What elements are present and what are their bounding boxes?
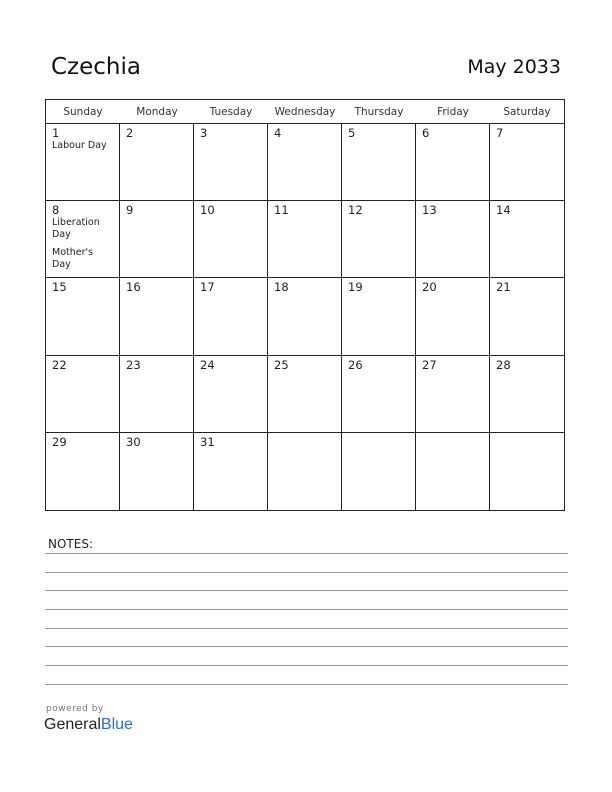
day-cell bbox=[342, 433, 416, 510]
day-number: 9 bbox=[126, 203, 134, 218]
holiday-label: Liberation Day bbox=[52, 217, 100, 241]
brand-blue: Blue bbox=[100, 716, 133, 733]
day-number: 31 bbox=[200, 434, 215, 449]
day-number: 28 bbox=[496, 357, 511, 372]
day-number: 23 bbox=[126, 357, 141, 372]
day-number: 6 bbox=[422, 126, 430, 140]
weekday-header: Wednesday bbox=[268, 100, 342, 124]
note-line bbox=[45, 609, 568, 610]
day-number: 29 bbox=[52, 434, 67, 449]
note-line bbox=[45, 646, 568, 647]
weekday-header: Monday bbox=[120, 100, 194, 124]
day-cell bbox=[416, 278, 490, 355]
day-number: 27 bbox=[422, 357, 437, 372]
day-number: 17 bbox=[200, 280, 215, 295]
day-cell bbox=[120, 124, 194, 201]
day-cell bbox=[46, 278, 120, 355]
day-number: 10 bbox=[200, 203, 215, 218]
weekday-header: Tuesday bbox=[194, 100, 268, 124]
note-line bbox=[45, 572, 568, 573]
note-line bbox=[45, 553, 568, 554]
note-line bbox=[45, 628, 568, 629]
country-title: Czechia bbox=[51, 54, 141, 80]
generalblue-logo bbox=[44, 716, 133, 734]
day-cell bbox=[342, 278, 416, 355]
month-year-title: May 2033 bbox=[467, 56, 561, 78]
day-cell bbox=[194, 356, 268, 433]
day-cell bbox=[194, 278, 268, 355]
day-number: 3 bbox=[200, 126, 208, 140]
day-cell bbox=[268, 433, 342, 510]
note-line bbox=[45, 684, 568, 685]
weekday-header: Friday bbox=[416, 100, 490, 124]
day-number: 18 bbox=[274, 280, 289, 295]
day-number: 16 bbox=[126, 280, 141, 295]
day-cell bbox=[490, 124, 564, 201]
weekday-header: Sunday bbox=[46, 100, 120, 124]
day-cell bbox=[490, 433, 564, 510]
notes-label: NOTES: bbox=[48, 537, 93, 551]
holiday-label: Labour Day bbox=[52, 140, 107, 151]
day-number: 25 bbox=[274, 357, 289, 372]
day-cell bbox=[416, 356, 490, 433]
day-cell bbox=[194, 433, 268, 510]
day-cell bbox=[120, 278, 194, 355]
day-cell bbox=[46, 124, 120, 201]
note-line bbox=[45, 665, 568, 666]
day-number: 22 bbox=[52, 357, 67, 372]
day-cell bbox=[416, 201, 490, 278]
day-cell bbox=[46, 201, 120, 278]
day-cell bbox=[490, 278, 564, 355]
day-number: 2 bbox=[126, 126, 134, 140]
day-cell bbox=[490, 356, 564, 433]
day-cell bbox=[46, 356, 120, 433]
day-cell bbox=[416, 124, 490, 201]
day-cell bbox=[194, 201, 268, 278]
day-number: 21 bbox=[496, 280, 511, 295]
day-number: 20 bbox=[422, 280, 437, 295]
day-number: 13 bbox=[422, 203, 437, 218]
day-cell bbox=[120, 201, 194, 278]
holiday-label: Mother's Day bbox=[52, 247, 94, 271]
day-cell bbox=[490, 201, 564, 278]
day-cell bbox=[120, 433, 194, 510]
day-number: 30 bbox=[126, 434, 141, 449]
day-number: 26 bbox=[348, 357, 363, 372]
day-cell bbox=[268, 201, 342, 278]
day-cell bbox=[268, 124, 342, 201]
day-cell bbox=[268, 278, 342, 355]
day-number: 8 bbox=[52, 203, 60, 218]
day-cell bbox=[342, 201, 416, 278]
day-number: 5 bbox=[348, 126, 356, 140]
day-number: 7 bbox=[496, 126, 504, 140]
note-line bbox=[45, 590, 568, 591]
day-number: 4 bbox=[274, 126, 282, 140]
day-cell bbox=[268, 356, 342, 433]
day-number: 15 bbox=[52, 280, 67, 295]
powered-by-text: powered by bbox=[46, 704, 104, 714]
calendar-grid bbox=[45, 99, 565, 511]
day-cell bbox=[342, 124, 416, 201]
day-number: 24 bbox=[200, 357, 215, 372]
day-cell bbox=[416, 433, 490, 510]
day-cell bbox=[342, 356, 416, 433]
day-cell bbox=[120, 356, 194, 433]
weekday-header: Thursday bbox=[342, 100, 416, 124]
day-number: 12 bbox=[348, 203, 363, 218]
day-cell bbox=[46, 433, 120, 510]
weekday-header: Saturday bbox=[490, 100, 564, 124]
day-number: 1 bbox=[52, 126, 60, 140]
day-number: 19 bbox=[348, 280, 363, 295]
day-cell bbox=[194, 124, 268, 201]
brand-general: General bbox=[44, 716, 101, 733]
day-number: 14 bbox=[496, 203, 511, 218]
day-number: 11 bbox=[274, 203, 289, 218]
